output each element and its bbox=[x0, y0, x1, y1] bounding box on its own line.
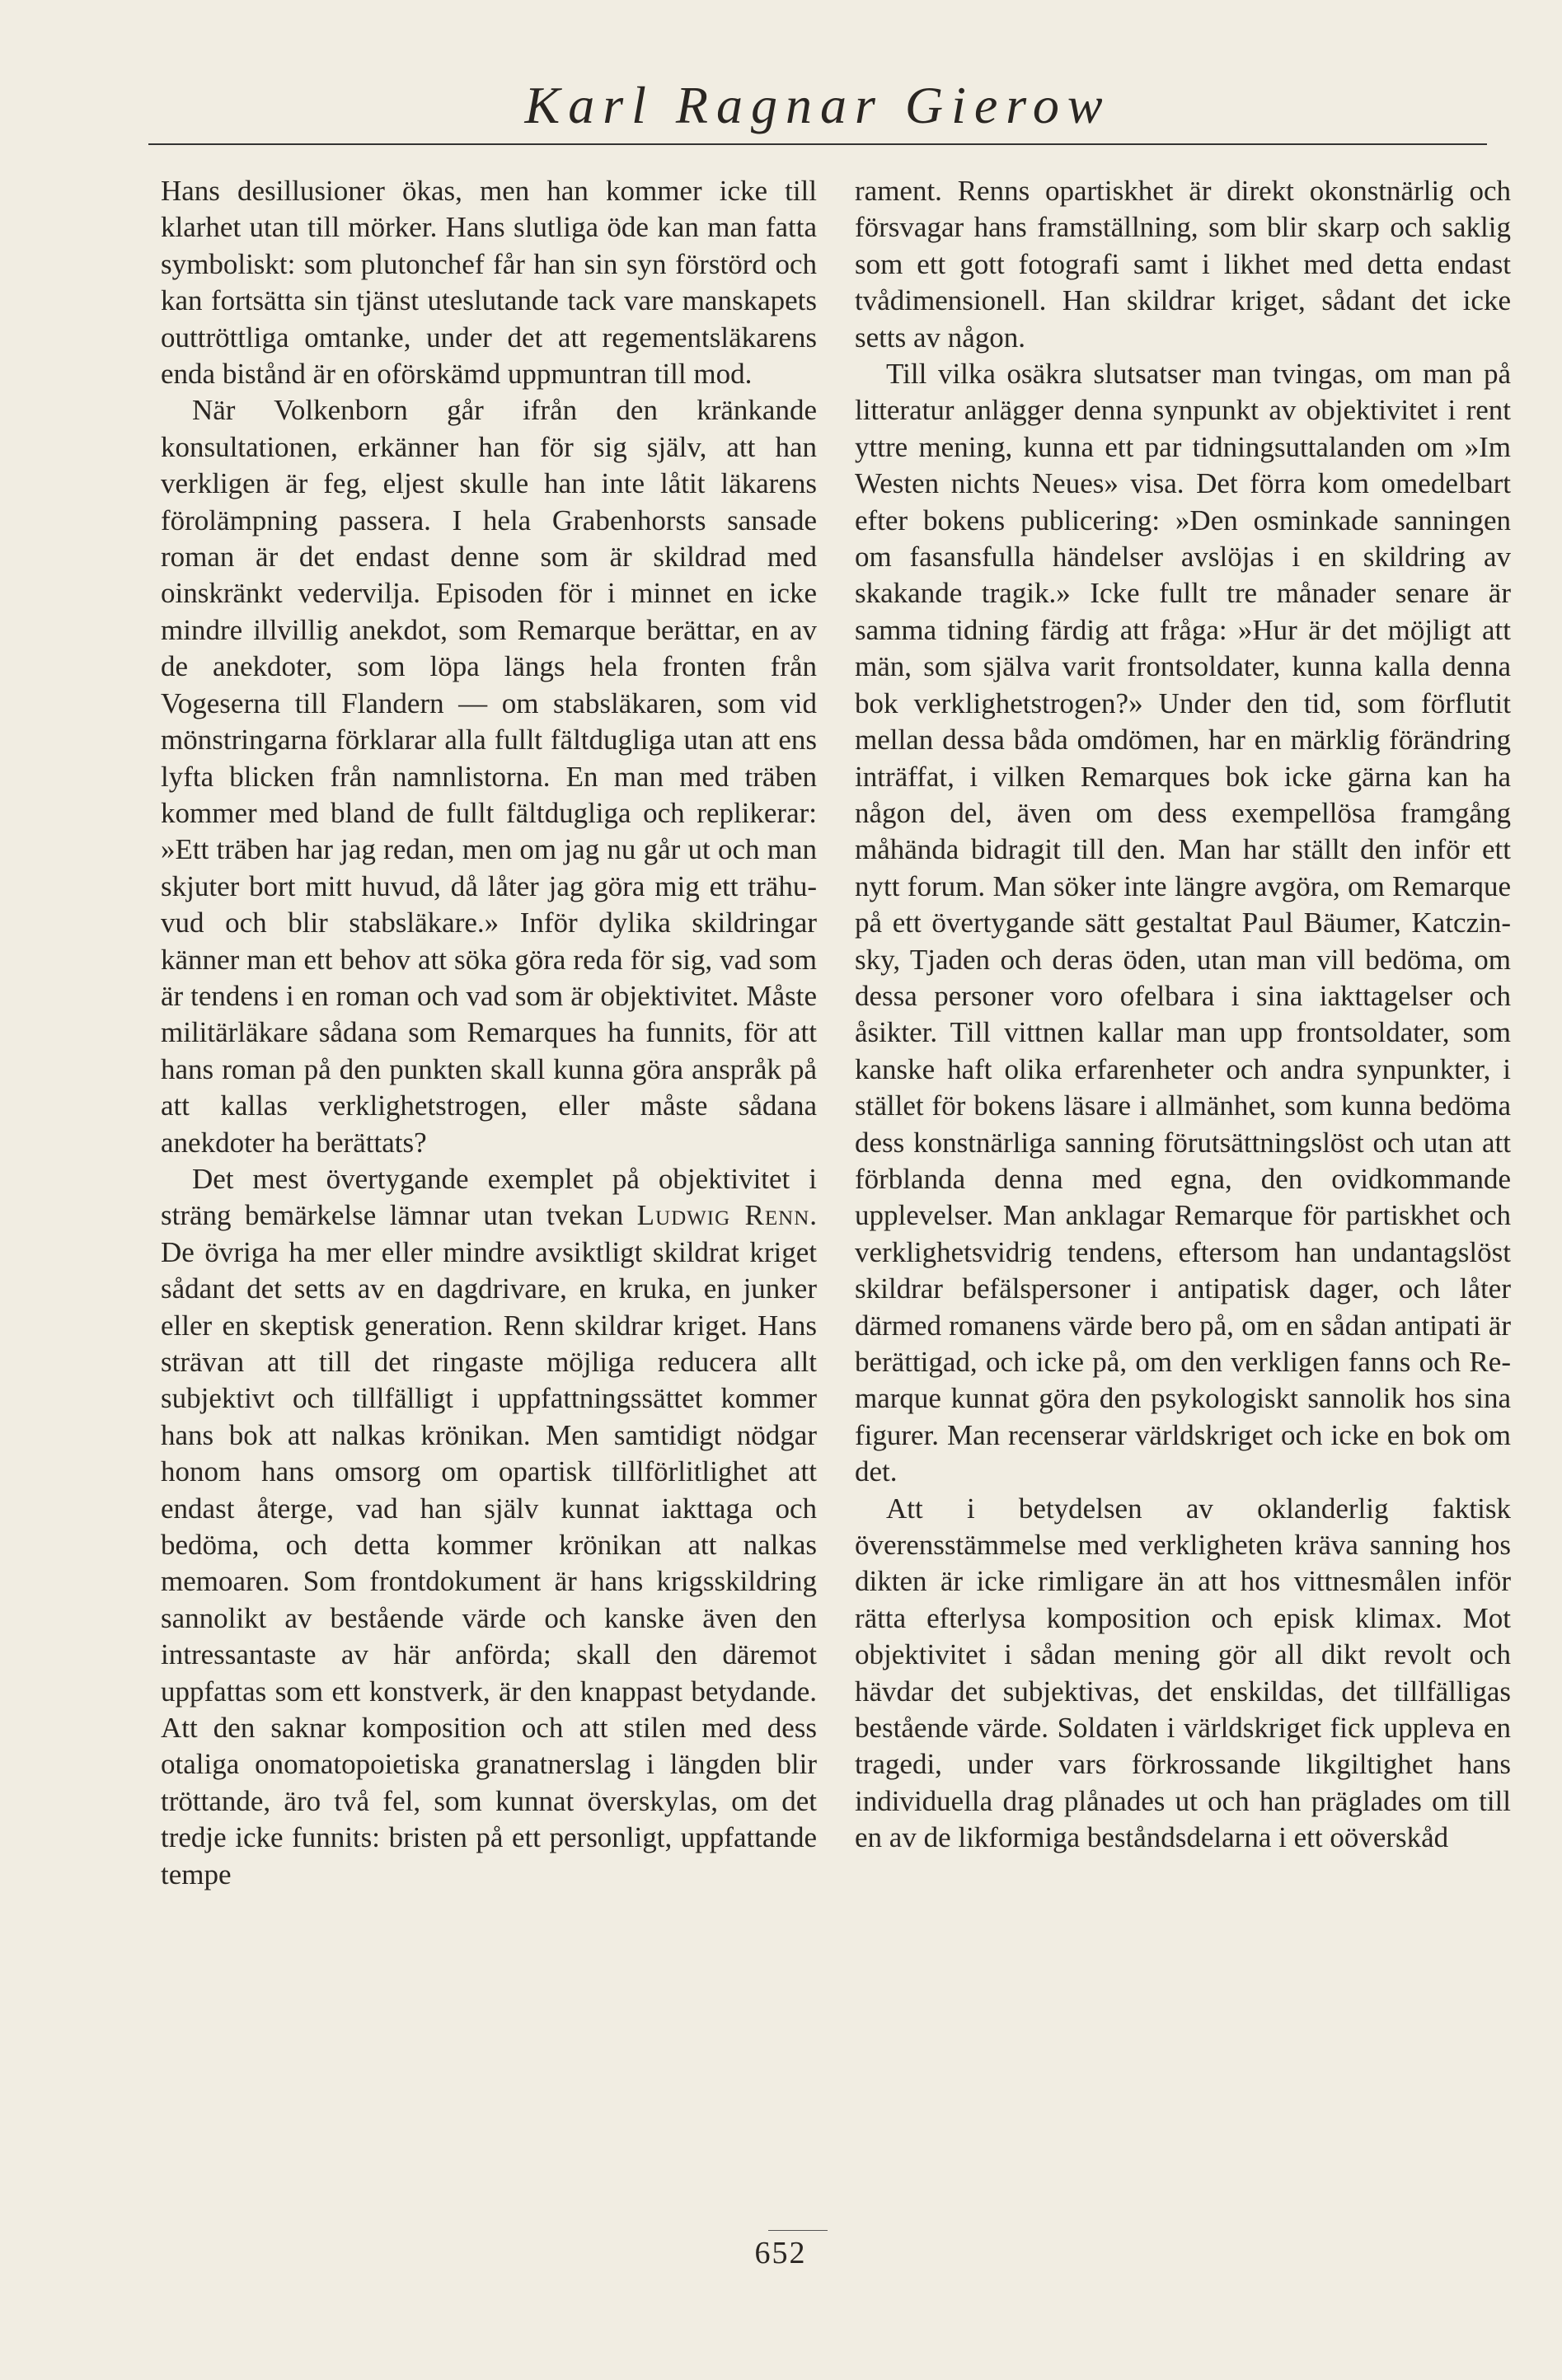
right-paragraph-3: Att i betydelsen av oklanderlig faktisk överensstämmelse med verkligheten kräva sanning hos dikten är icke rimligare än att hos vittnesmålen inför rätta efterlysa komposition och episk klimax. Mot objektivitet i sådan mening gör all dikt revolt och hävdar det subjektivas, det enskildas, det tillfälligas bestående värde. Soldaten i världskriget fick uppleva en tragedi, under vars förkrossande likgiltighet hans individuella drag plånades ut och han präglades om till en av de likformiga beståndsdelarna i ett oöverskåd bbox=[855, 1492, 1511, 1854]
left-paragraph-3 bbox=[161, 1161, 817, 1893]
left-paragraph-1: Hans desillusioner ökas, men han kommer icke till klarhet utan till mörker. Hans slutliga öde kan man fatta symboliskt: som plutonchef får han sin syn förstörd och kan fortsätta sin tjänst uteslutande tack vare manskapets outtröttliga omtanke, under det att regementsläkarens enda bistånd är en oförskämd uppmuntran till mod. bbox=[161, 175, 817, 391]
left-paragraph-3-rest: . De övriga ha mer eller mindre avsiktligt skildrat kriget sådant det setts av en dagdrivare, en kruka, en junker eller en skeptisk generation. Renn skildrar kriget. Hans strävan att till det ringaste möjliga reducera allt subjektivt och tillfälligt i uppfattningssättet kommer hans bok att nalkas krönikan. Men samtidigt nödgar honom hans omsorg om opartisk tillförlitlighet att endast återge, vad han själv kunnat iakttaga och bedöma, och detta kommer krönikan att nalkas memoaren. Som frontdokument är hans krigsskildring sannolikt av bestående värde och kanske även den intressantaste av här anförda; skall den däremot uppfattas som ett konstverk, är den knappast betydande. Att den saknar komposition och att stilen med dess otaliga onomatopoietiska granatnerslag i längden blir tröttande, äro två fel, som kunnat överskylas, om det tredje icke funnits: bristen på ett personligt, uppfattande tempe bbox=[161, 1199, 817, 1890]
right-column bbox=[855, 173, 1511, 2209]
running-header-author: Karl Ragnar Gierow bbox=[524, 76, 1111, 134]
left-paragraph-3-start: Det mest övertygande exemplet på objektivitet i sträng bemärkelse lämnar utan tvekan bbox=[161, 1162, 817, 1232]
author-name-ludwig-renn: Ludwig Renn bbox=[636, 1199, 810, 1232]
running-header bbox=[148, 64, 1487, 153]
page-number: 652 bbox=[754, 2236, 807, 2270]
right-paragraph-1: rament. Renns opartiskhet är direkt okonstnärlig och försvagar hans framställning, som blir skarp och saklig som ett gott fotografi samt i likhet med detta endast tvådimensionell. Han skildrar kriget, sådant det icke setts av någon. bbox=[855, 175, 1511, 354]
left-column bbox=[161, 173, 817, 2209]
header-rule bbox=[148, 143, 1487, 145]
right-paragraph-2: Till vilka osäkra slutsatser man tvingas, om man på litteratur anlägger denna synpunkt av objektivitet i rent yttre mening, kunna ett par tidningsuttalanden om »Im Westen nichts Neues» visa. Det förra kom omedelbart efter bokens publicering: »Den osminkade sanningen om fasansfulla händelser avslöjas i en skildring av skakande tragik.» Icke fullt tre månader senare är samma tidning färdig att fråga: »Hur är det möjligt att män, som själva varit frontsoldater, kunna kalla denna bok verklighetstrogen?» Under den tid, som förflutit mellan dessa båda omdömen, har en märklig förändring inträffat, i vilken Remarques bok icke gärna kan ha någon del, även om dess exempellösa framgång måhända bidragit till den. Man har ställt den inför ett nytt forum. Man söker inte längre avgöra, om Remarque på ett övertygande sätt gestaltat Paul Bäumer, Katczinsky, Tjaden och deras öden, utan man vill bedöma, om dessa personer voro ofelbara i sina iakttagelser och åsikter. Till vittnen kallar man upp frontsoldater, som kanske haft olika erfarenheter och andra synpunkter, i stället för bokens läsare i allmänhet, som kunna bedöma dess konstnärliga sanning förutsättningslöst och utan att förblanda denna med egna, den ovidkommande upplevelser. Man anklagar Remarque för partiskhet och verklighetsvidrig tendens, eftersom han undantagslöst skildrar befälspersoner i antipatisk dager, och låter därmed romanens värde bero på, om en sådan antipati är berättigad, och icke på, om den verkligen fanns och Remarque kunnat göra den psykologiskt sannolik hos sina figurer. Man recenserar världskriget och icke en bok om det. bbox=[855, 358, 1511, 1488]
left-paragraph-2: När Volkenborn går ifrån den kränkande konsultationen, erkänner han för sig själv, att han verkligen är feg, eljest skulle han inte låtit läkarens förolämpning passera. I hela Grabenhorsts sansade roman är det endast denne som är skildrad med oinskränkt vedervilja. Episoden för i minnet en icke mindre illvillig anekdot, som Remarque berättar, en av de anekdoter, som löpa längs hela fronten från Vogeserna till Flandern — om stabsläkaren, som vid mönstringarna förklarar alla fullt fältdugliga utan att ens lyfta blicken från namnlistorna. En man med träben kommer med bland de fullt fältdugliga och replikerar: »Ett träben har jag redan, men om jag nu går ut och man skjuter bort mitt huvud, då låter jag göra mig ett trähuvud och blir stabsläkare.» Inför dylika skildringar känner man ett behov att söka göra reda för sig, vad som är tendens i en roman och vad som är objektivitet. Måste militärläkare sådana som Remarques ha funnits, för att hans roman på den punkten skall kunna göra anspråk på att kallas verklighetstrogen, eller måste sådana anekdoter ha berättats? bbox=[161, 394, 817, 1159]
page-number-rule bbox=[768, 2230, 828, 2231]
